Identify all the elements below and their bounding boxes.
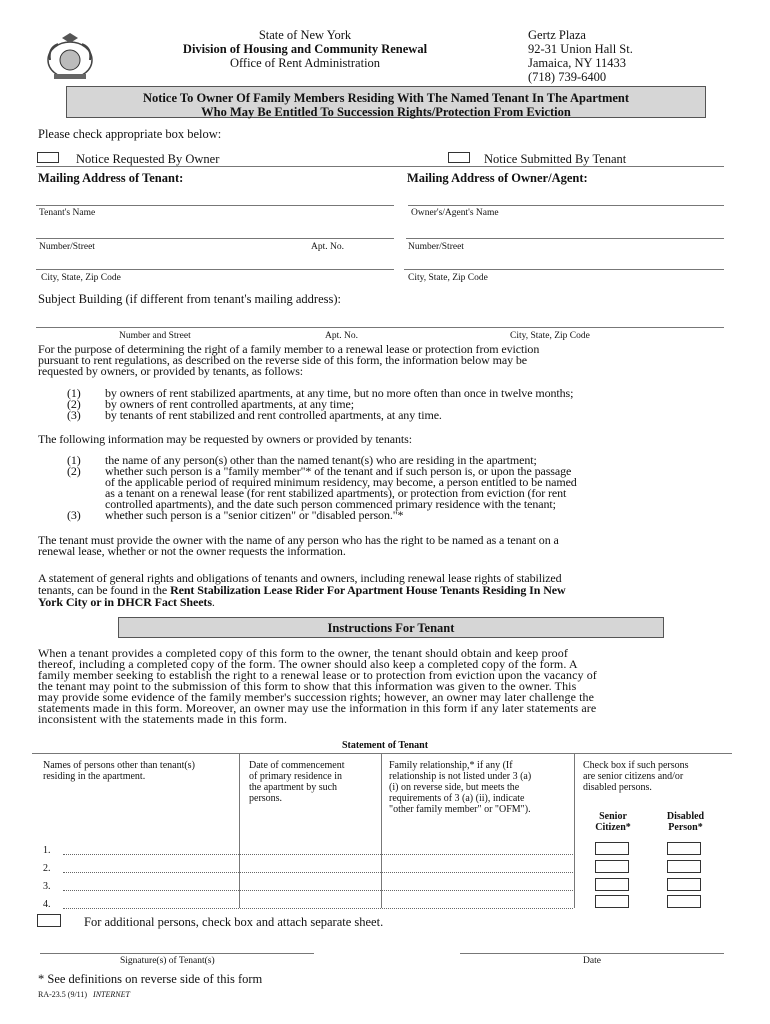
row-2-entry[interactable] <box>63 872 573 873</box>
column-divider <box>574 753 575 908</box>
list-text: by owners of rent controlled apartments, at any time; <box>105 397 354 411</box>
tenant-address-heading: Mailing Address of Tenant: <box>38 171 184 185</box>
subject-apt-label: Apt. No. <box>325 331 358 341</box>
owner-name-field[interactable] <box>408 205 724 206</box>
header-line: (i) on reverse side, but meets the <box>389 782 520 793</box>
divider <box>36 166 724 167</box>
instruction-line: thereof, including a completed copy of the form. The owner should also keep a completed copy of the form. A <box>38 657 578 671</box>
instruction-line: the tenant may point to the submission of this form to show that this information was given to the owner. This <box>38 679 577 693</box>
header-line: requirements of 3 (a) (ii), indicate <box>389 793 525 804</box>
header-line: disabled persons. <box>583 782 652 793</box>
owner-city-label: City, State, Zip Code <box>408 273 488 283</box>
agency-header <box>150 28 460 70</box>
footnote: * See definitions on reverse side of this form <box>38 972 263 986</box>
additional-persons-checkbox[interactable] <box>37 914 61 927</box>
owner-request-label: Notice Requested By Owner <box>76 152 220 166</box>
tenant-city-label: City, State, Zip Code <box>41 273 121 283</box>
list-text: by tenants of rent stabilized and rent controlled apartments, at any time. <box>105 408 442 422</box>
list-number: (3) <box>67 508 81 522</box>
address-line-3: Jamaica, NY 11433 <box>528 56 627 70</box>
list-number: (1) <box>67 453 81 467</box>
statement-line: A statement of general rights and obligations of tenants and owners, including renewal lease rights of stabilized <box>38 571 562 585</box>
col-date-header <box>249 760 345 804</box>
row-4-entry[interactable] <box>63 908 573 909</box>
owner-street-label: Number/Street <box>408 242 464 252</box>
following-text: The following information may be requested by owners or provided by tenants: <box>38 432 412 446</box>
row-number: 3. <box>43 881 51 892</box>
row-number: 1. <box>43 845 51 856</box>
row-number: 2. <box>43 863 51 874</box>
rider-title: Rent Stabilization Lease Rider For Apartment House Tenants Residing In New <box>170 583 566 597</box>
owner-request-checkbox[interactable] <box>37 152 59 163</box>
list-number: (2) <box>67 464 81 478</box>
col-status-header <box>583 760 689 793</box>
instruction-line: statements made in this form. Moreover, an owner may use the information in this form if any later statements are <box>38 701 597 715</box>
header-line: the apartment by such <box>249 782 338 793</box>
instruction-line: inconsistent with the statements made in this form. <box>38 712 288 726</box>
form-id <box>38 990 130 999</box>
header-line: Senior <box>599 811 627 822</box>
subject-building-label: Subject Building (if different from tenant's mailing address): <box>38 292 341 306</box>
row-1-senior-checkbox[interactable] <box>595 842 629 855</box>
senior-citizen-header <box>588 811 638 833</box>
header-line: Check box if such persons <box>583 760 689 771</box>
tenant-name-label: Tenant's Name <box>39 208 96 218</box>
header-line: residing in the apartment. <box>43 771 146 782</box>
disabled-person-header <box>658 811 713 833</box>
statement-general <box>38 572 738 608</box>
header-line: Names of persons other than tenant(s) <box>43 760 195 771</box>
list-text: whether such person is a "senior citizen" or "disabled person."* <box>105 508 404 522</box>
row-3-entry[interactable] <box>63 890 573 891</box>
row-3-senior-checkbox[interactable] <box>595 878 629 891</box>
list-number: (1) <box>67 386 81 400</box>
list-number: (2) <box>67 397 81 411</box>
check-prompt: Please check appropriate box below: <box>38 127 222 141</box>
column-divider <box>239 753 240 908</box>
instruction-line: family member seeking to establish the right to a renewal lease or to protection from eviction upon the vacancy of <box>38 668 597 682</box>
instructions-paragraph <box>38 648 738 725</box>
list-text: by owners of rent stabilized apartments, at any time, but no more often than once in twelve months; <box>105 386 574 400</box>
date-label: Date <box>583 956 601 966</box>
address-line-1: Gertz Plaza <box>528 28 586 42</box>
address-line-2: 92-31 Union Hall St. <box>528 42 633 56</box>
header-line: relationship is not listed under 3 (a) <box>389 771 532 782</box>
purpose-line: requested by owners, or provided by tenants, as follows: <box>38 364 304 378</box>
row-1-disabled-checkbox[interactable] <box>667 842 701 855</box>
state-seal-icon <box>44 30 96 82</box>
subject-street-label: Number and Street <box>119 331 191 341</box>
instructions-title: Instructions For Tenant <box>118 617 664 638</box>
header-line: Date of commencement <box>249 760 345 771</box>
rider-title: York City or in DHCR Fact Sheets <box>38 595 212 609</box>
instruction-line: may provide some evidence of the family member's succession rights; however, an owner may later challenge the <box>38 690 595 704</box>
tenant-submit-label: Notice Submitted By Tenant <box>484 152 627 166</box>
header-office: Office of Rent Administration <box>229 56 381 70</box>
header-line: "other family member" or "OFM"). <box>389 804 531 815</box>
owner-name-label: Owner's/Agent's Name <box>411 208 499 218</box>
header-line: Family relationship,* if any (If <box>389 760 513 771</box>
header-state: State of New York <box>258 28 352 42</box>
instruction-line: When a tenant provides a completed copy of this form to the owner, the tenant should obtain and keep proof <box>38 646 568 660</box>
additional-persons-label: For additional persons, check box and attach separate sheet. <box>84 915 384 929</box>
col-names-header <box>43 760 195 782</box>
row-4-senior-checkbox[interactable] <box>595 895 629 908</box>
tenant-street-field[interactable] <box>36 238 394 239</box>
tenant-must-line: renewal lease, whether or not the owner requests the information. <box>38 544 346 558</box>
row-4-disabled-checkbox[interactable] <box>667 895 701 908</box>
owner-address-heading: Mailing Address of Owner/Agent: <box>407 171 588 185</box>
tenant-must-line: The tenant must provide the owner with the name of any person who has the right to be named as a tenant on a <box>38 533 559 547</box>
header-line: Citizen* <box>595 822 631 833</box>
list-number <box>67 477 105 488</box>
statement-line: . <box>211 595 215 609</box>
purpose-paragraph <box>38 344 738 377</box>
list-number <box>67 488 105 499</box>
signature-field[interactable] <box>40 953 314 954</box>
header-line: are senior citizens and/or <box>583 771 684 782</box>
tenant-submit-checkbox[interactable] <box>448 152 470 163</box>
list-text: whether such person is a "family member"* of the tenant and if such person is, or upon the passage <box>105 464 572 478</box>
date-field[interactable] <box>460 953 724 954</box>
row-3-disabled-checkbox[interactable] <box>667 878 701 891</box>
header-line: Disabled <box>666 811 705 822</box>
header-line: persons. <box>249 793 283 804</box>
list-text: controlled apartments), and the date such person commenced primary residence with the tenant; <box>105 497 556 511</box>
statement-line: tenants, can be found in the <box>38 583 171 597</box>
row-number: 4. <box>43 899 51 910</box>
address-phone: (718) 739-6400 <box>528 70 607 84</box>
list-number: (3) <box>67 408 81 422</box>
purpose-line: For the purpose of determining the right of a family member to a renewal lease or protection from eviction <box>38 342 540 356</box>
subject-city-label: City, State, Zip Code <box>510 331 590 341</box>
header-line: Person* <box>668 822 703 833</box>
signature-label: Signature(s) of Tenant(s) <box>120 956 215 966</box>
agency-address <box>528 28 633 84</box>
form-edition: INTERNET <box>93 990 130 999</box>
title-line-1: Notice To Owner Of Family Members Residing With The Named Tenant In The Apartment <box>142 91 630 105</box>
form-number: RA-23.5 (9/11) <box>38 990 88 999</box>
col-relationship-header <box>389 760 531 815</box>
row-2-disabled-checkbox[interactable] <box>667 860 701 873</box>
list-text: as a tenant on a renewal lease (for rent stabilized apartments), or protection from eviction (for rent <box>105 486 567 500</box>
table-top-border <box>32 753 732 754</box>
tenant-street-label: Number/Street <box>39 242 95 252</box>
tenant-apt-label: Apt. No. <box>311 242 344 252</box>
header-division: Division of Housing and Community Renewal <box>182 42 428 56</box>
list-text: of the applicable period of required minimum residency, may become, a person entitled to be named <box>105 475 577 489</box>
owner-street-field[interactable] <box>406 238 724 239</box>
statement-of-tenant-heading: Statement of Tenant <box>341 740 429 751</box>
form-title <box>66 86 706 118</box>
tenant-name-field[interactable] <box>36 205 394 206</box>
column-divider <box>381 753 382 908</box>
title-line-2: Who May Be Entitled To Succession Rights/Protection From Eviction <box>201 105 571 119</box>
row-2-senior-checkbox[interactable] <box>595 860 629 873</box>
tenant-must-paragraph <box>38 535 738 557</box>
header-line: of primary residence in <box>249 771 343 782</box>
information-list <box>67 455 747 521</box>
purpose-line: pursuant to rent regulations, as described on the reverse side of this form, the information below may be <box>38 353 528 367</box>
tenant-city-field[interactable] <box>36 269 394 270</box>
subject-building-field[interactable] <box>36 327 724 328</box>
request-list <box>67 388 747 421</box>
row-1-entry[interactable] <box>63 854 573 855</box>
owner-city-field[interactable] <box>404 269 724 270</box>
list-text: the name of any person(s) other than the named tenant(s) who are residing in the apartment; <box>105 453 537 467</box>
